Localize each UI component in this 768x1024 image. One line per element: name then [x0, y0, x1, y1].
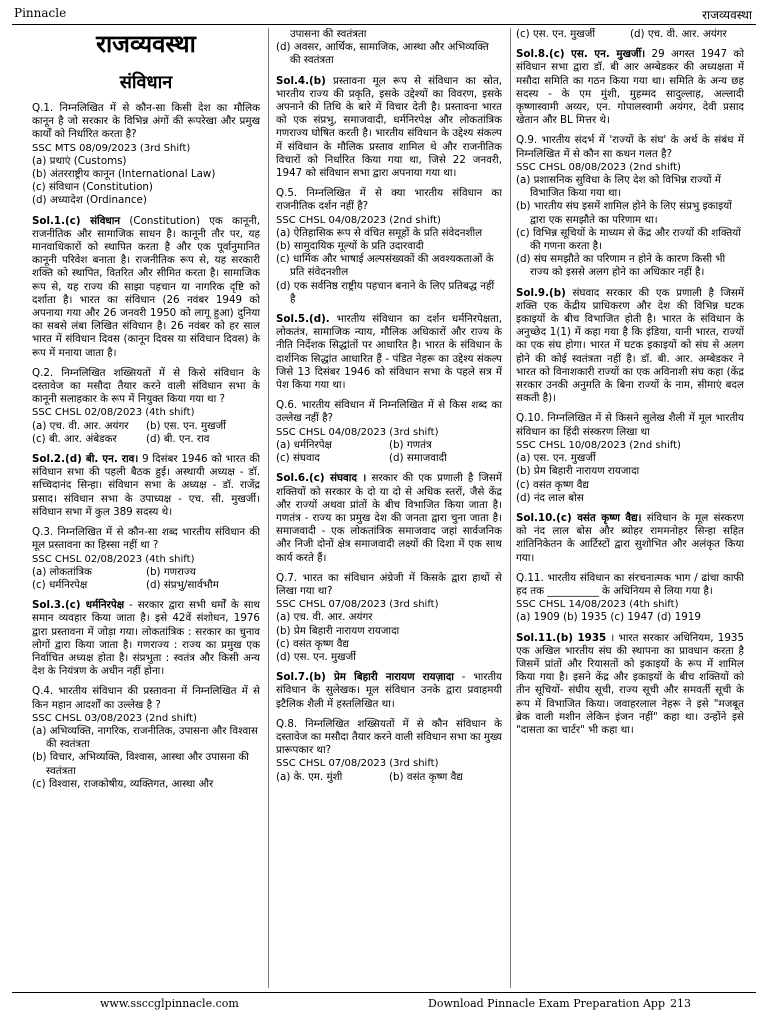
- question-text: Q.2. निम्नलिखित शख्सियतों में से किसे संविधान के दस्तावेज का मसौदा तैयार करने वाली संविधान सभा के कानूनी सलाहकार के रूप में नियुक्त किया गया था ?: [32, 366, 260, 406]
- question-11: [516, 572, 744, 625]
- option: (b) वसंत कृष्ण वैद्य: [389, 770, 463, 783]
- header-subject: राजव्यवस्था: [702, 8, 752, 22]
- option: (a) प्रथाएं (Customs): [32, 154, 127, 167]
- question-text: Q.4. भारतीय संविधान की प्रस्तावना में निम्नलिखित में से किन महान आदर्शों का उल्लेख है ?: [32, 685, 260, 711]
- solution-lead: Sol.8.(c) एस. एन. मुखर्जी।: [516, 48, 646, 61]
- option: (b) प्रेम बिहारी नारायण रायजादा: [516, 465, 640, 478]
- solution-lead: Sol.10.(c) वसंत कृष्ण वैद्य।: [516, 511, 642, 524]
- question-text: Q.9. भारतीय संदर्भ में 'राज्यों के संघ' के अर्थ के संबंध में निम्नलिखित में से कौन सा कथन गलत है?: [516, 134, 744, 160]
- solution-7: [276, 671, 502, 711]
- option: (d) एक सर्वनिष्ठ राष्ट्रीय पहचान बनाने के लिए प्रतिबद्ध नहीं है: [276, 279, 495, 305]
- question-6: [276, 399, 502, 465]
- option: (c) वसंत कृष्ण वैद्य: [516, 478, 589, 491]
- option: (d) एच. वी. आर. अयंगर: [630, 28, 727, 40]
- option: (c) धर्मनिरपेक्ष: [32, 578, 88, 591]
- exam-source: SSC MTS 08/09/2023 (3rd Shift): [32, 142, 191, 154]
- solution-11: [516, 632, 744, 738]
- option: (d) संघ समझौते का परिणाम न होने के कारण किसी भी राज्य को इससे अलग होने का अधिकार नहीं है।: [516, 253, 726, 279]
- exam-source: SSC CHSL 04/08/2023 (2nd shift): [276, 214, 441, 226]
- page-number: 213: [670, 997, 691, 1010]
- option: (c) विभिन्न सूचियों के माध्यम से केंद्र और राज्यों की शक्तियों की गणना करता है।: [516, 226, 741, 253]
- option: (b) एस. एन. मुखर्जी: [146, 419, 226, 432]
- option: (b) भारतीय संघ इसमें शामिल होने के लिए संप्रभु इकाइयों द्वारा एक समझौते का परिणाम था।: [516, 200, 732, 226]
- solution-lead: Sol.5.(d).: [276, 313, 330, 326]
- question-text: Q.6. भारतीय संविधान में निम्नलिखित में से किस शब्द का उल्लेख नहीं है?: [276, 399, 502, 425]
- solution-4: [276, 75, 502, 181]
- option: (c) धार्मिक और भाषाई अल्पसंख्यकों की अवश्यकताओं के प्रति संवेदनशील: [276, 253, 494, 279]
- question-text: Q.3. निम्नलिखित में से कौन-सा शब्द भारतीय संविधान की मूल प्रस्तावना का हिस्सा नहीं था ?: [32, 526, 260, 552]
- option: (a) प्रशासनिक सुविधा के लिए देश को विभिन्न राज्यों में विभाजित किया गया था।: [516, 174, 721, 200]
- section-title: संविधान: [119, 72, 173, 93]
- solution-lead: Sol.3.(c) धर्मनिरपेक्ष: [32, 599, 125, 612]
- option: (c) विश्वास, राजकोषीय, व्यक्तिगत, आस्था और: [32, 777, 214, 790]
- option: (a) के. एम. मुंशी: [276, 770, 343, 783]
- option: (b) अंतरराष्ट्रीय कानून (International Law): [32, 168, 216, 181]
- exam-source: SSC CHSL 08/08/2023 (2nd shift): [516, 161, 681, 173]
- option: (c) एस. एन. मुखर्जी: [516, 28, 596, 40]
- column-divider: [268, 28, 269, 988]
- option: (c) वसंत कृष्ण वैद्य: [276, 637, 349, 650]
- option: (d) एस. एन. मुखर्जी: [276, 650, 356, 663]
- option: (d) नंद लाल बोस: [516, 491, 584, 504]
- exam-source: SSC CHSL 07/08/2023 (3rd shift): [276, 599, 439, 611]
- option: (a) ऐतिहासिक रूप से वंचित समूहों के प्रति संवेदनशील: [276, 226, 483, 239]
- column-divider: [510, 28, 511, 988]
- footer-app-promo: Download Pinnacle Exam Preparation App: [428, 997, 665, 1010]
- option: (a) अभिव्यक्ति, नागरिक, राजनीतिक, उपासना और विश्वास की स्वतंत्रता: [32, 724, 258, 751]
- solution-text: (Constitution) एक कानूनी, राजनीतिक और सामाजिक साधन है। कानूनी तौर पर, यह मानवाधिकारों को स्थापित करता है और एक पूर्वानुमानित कानूनी परिवेश बनाता है। राजनीतिक रूप से, यह सरकारी शक्ति को स्थापित, वितरित और सीमित करता है। सामाजिक रूप से, यह राज्य की साझा पहचान या नागरिक दृष्टि को दर्शाता है। भारत का संविधान (26 नवंबर 1949 को अपनाया गया और 26 जनवरी 1950 को लागू हुआ) दुनिया का सबसे लंबा लिखित संविधान है। 26 नवंबर को हर साल भारत में संविधान दिवस (कानून दिवस या संविधान दिवस) के रूप में मनाया जाता है।: [32, 214, 260, 359]
- exam-source: SSC CHSL 03/08/2023 (2nd shift): [32, 712, 197, 724]
- option: (d) संप्रभु/सार्वभौम: [146, 578, 219, 591]
- option: (d) अध्यादेश (Ordinance): [32, 194, 147, 207]
- solution-lead: Sol.2.(d) बी. एन. राव।: [32, 453, 139, 466]
- solution-text: संविधान के मूल संस्करण को नंद लाल बोस और ब्योहर राममनोहर सिन्हा सहित शांतिनिकेतन के आर्टिस्टों द्वारा सुशोभित और अलंकृत किया गया।: [516, 511, 744, 564]
- option-continued: उपासना की स्वतंत्रता: [290, 28, 367, 40]
- option: (a) एस. एन. मुखर्जी: [516, 452, 596, 465]
- solution-2: [32, 453, 260, 519]
- solution-text: सरकार की एक प्रणाली है जिसमें शक्तियों को सरकार के दो या दो से अधिक स्तरों, जैसे केंद्र और राज्यों अथवा प्रांतों के बीच विभाजित किया जाता है। गणतंत्र - राज्य का प्रमुख देश की जनता द्वारा चुना जाता है। समाजवादी - एक लोकतांत्रिक समाजवाद जहां सार्वजनिक और निजी दोनों क्षेत्र समाजवादी लक्ष्यों की दिशा में एक साथ कार्य करते हैं।: [276, 472, 502, 564]
- question-3: [32, 526, 260, 592]
- solution-10: [516, 512, 744, 565]
- page-header: [12, 4, 756, 25]
- solution-text: - भारतीय संविधान के सुलेखक। मूल संविधान उनके द्वारा प्रवाहमयी इटैलिक शैली में हस्तलिखित था।: [276, 671, 502, 710]
- option: (c) संघवाद: [276, 452, 320, 465]
- option: (d) अवसर, आर्थिक, सामाजिक, आस्था और अभिव्यक्ति की स्वतंत्रता: [276, 41, 489, 67]
- solution-text: - सरकार द्वारा सभी धर्मों के साथ समान व्यवहार किया जाता है। इसे 42वें संशोधन, 1976 द्वारा प्रस्तावना में जोड़ा गया। लोकतांत्रिक : सरकार का चुनाव लोगों द्वारा किया जाता है। गणराज्य : राज्य का प्रमुख एक निर्वाचित अध्यक्ष होता है। संप्रभुता : स्वतंत्र और किसी अन्य देश के नियंत्रण के अधीन नहीं होना।: [32, 599, 260, 678]
- exam-source: SSC CHSL 10/08/2023 (2nd shift): [516, 439, 681, 451]
- question-text: Q.5. निम्नलिखित में से क्या भारतीय संविधान का राजनीतिक दर्शन नहीं है?: [276, 187, 502, 213]
- solution-lead: Sol.6.(c) संघवाद ।: [276, 472, 367, 485]
- option: (c) संविधान (Constitution): [32, 181, 153, 194]
- solution-text: प्रस्तावना मूल रूप से संविधान का स्रोत, भारतीय राज्य की प्रकृति, इसके उद्देश्यों का विवरण, इसके अपनाने की तिथि के बारे में विचार देती है। प्रस्तावना भारत को एक संप्रभु, समाजवादी, धर्मनिरपेक्ष और लोकतांत्रिक गणराज्य घोषित करती है। भारतीय संविधान के उद्देश्य संकल्प में संविधान के मौलिक प्रस्ताव शामिल थे और राजनीतिक विचारों को निर्धारित किया गया था, जिसे 22 जनवरी, 1947 को संविधान सभा द्वारा अपनाया गया था।: [276, 74, 502, 180]
- question-text: Q.1. निम्नलिखित में से कौन-सा किसी देश का मौलिक कानून है जो सरकार के विभिन्न अंगों की रूपरेखा और प्रमुख कार्यों को निर्धारित करता है?: [32, 102, 260, 141]
- option: (b) विचार, अभिव्यक्ति, विश्वास, आस्था और उपासना की स्वतंत्रता: [32, 751, 249, 777]
- option: (b) सामुदायिक मूल्यों के प्रति उदारवादी: [276, 240, 424, 253]
- column-3: [516, 28, 744, 988]
- question-text: Q.10. निम्नलिखित में से किसने सुलेख शैली में मूल भारतीय संविधान का हिंदी संस्करण लिखा था: [516, 412, 744, 438]
- column-2: [276, 28, 502, 988]
- question-9: [516, 134, 744, 279]
- solution-lead: Sol.7.(b) प्रेम बिहारी नारायण रायज़ादा: [276, 671, 454, 684]
- question-7: [276, 572, 502, 664]
- question-text: Q.8. निम्नलिखित शख्सियतों में से कौन संविधान के दस्तावेज का मसौदा तैयार करने वाली संविधान सभा का मुख्य प्रारूपकार था?: [276, 717, 502, 757]
- footer-website-link[interactable]: www.ssccglpinnacle.com: [100, 997, 239, 1010]
- solution-9: [516, 287, 744, 406]
- option: (b) गणतंत्र: [389, 438, 432, 451]
- exam-source: SSC CHSL 14/08/2023 (4th shift): [516, 599, 679, 611]
- question-10: [516, 412, 744, 504]
- column-1: [32, 28, 260, 988]
- solution-1: [32, 215, 260, 360]
- exam-source: SSC CHSL 07/08/2023 (3rd shift): [276, 758, 439, 770]
- exam-source: SSC CHSL 02/08/2023 (4th shift): [32, 407, 195, 419]
- question-2: [32, 367, 260, 446]
- question-4: [32, 685, 260, 791]
- solution-lead: Sol.11.(b) 1935: [516, 631, 607, 644]
- question-text: Q.7. भारत का संविधान अंग्रेजी में किसके द्वारा हाथों से लिखा गया था?: [276, 571, 502, 597]
- option: (a) एच. वी. आर. अयंगर: [32, 419, 129, 432]
- option: (a) 1909 (b) 1935 (c) 1947 (d) 1919: [516, 611, 701, 624]
- solution-8: [516, 48, 744, 127]
- solution-text: 9 दिसंबर 1946 को भारत की संविधान सभा की पहली बैठक हुई। अस्थायी अध्यक्ष - डॉ. सच्चिदानंद सिन्हा। संविधान सभा के अध्यक्ष - डॉ. राजेंद्र प्रसाद। संविधान सभा के उपाध्यक्ष - एच. सी. मुखर्जी। संविधान सभा में कुल 389 सदस्य थे।: [32, 453, 260, 518]
- option: (d) समाजवादी: [389, 452, 447, 465]
- question-8: [276, 718, 502, 784]
- option: (a) धर्मनिरपेक्ष: [276, 438, 332, 451]
- option: (b) गणराज्य: [146, 565, 196, 578]
- solution-3: [32, 599, 260, 678]
- question-5: [276, 187, 502, 306]
- solution-lead: Sol.1.(c) संविधान: [32, 214, 121, 227]
- exam-source: SSC CHSL 04/08/2023 (3rd shift): [276, 426, 439, 438]
- solution-lead: Sol.9.(b): [516, 286, 566, 299]
- solution-text: 29 अगस्त 1947 को संविधान सभा द्वारा डॉ. बी आर अम्बेडकर की अध्यक्षता में मसौदा समिति का गठन किया गया था। समिति के अन्य छह सदस्य - के एम मुंशी, मुहम्मद सादुल्लाह, अल्लादी कृष्णास्वामी अय्यर, एन. गोपालस्वामी अयंगर, देवी प्रसाद खेतान और BL मित्तर थे।: [516, 48, 744, 127]
- option: (c) बी. आर. अंबेडकर: [32, 432, 117, 445]
- option: (b) प्रेम बिहारी नारायण रायजादा: [276, 624, 400, 637]
- solution-text: भारतीय संविधान का दर्शन धर्मनिरपेक्षता, लोकतंत्र, सामाजिक न्याय, मौलिक अधिकारों और राज्य के नीति निर्देशक सिद्धांतों पर आधारित है। भारत के संविधान के दार्शनिक सिद्धांत आधारित हैं - पंडित नेहरू का उद्देश्य संकल्प जिसे 13 दिसंबर 1946 को संविधान सभा के पहले सत्र में पेश किया गया था।: [276, 313, 502, 392]
- page-title: राजव्यवस्था: [96, 30, 196, 58]
- solution-5: [276, 313, 502, 392]
- solution-text: । भारत सरकार अधिनियम, 1935 एक अखिल भारतीय संघ की स्थापना का प्रावधान करता है जिसमें प्रांतों और रियासतों को इकाइयों के रूप में शामिल किया गया है। इसने केंद्र और इकाइयों के बीच शक्तियों को तीन सूचियों- संघीय सूची, राज्य सूची और समवर्ती सूची के रूप में विभाजित किया। जवाहरलाल नेहरू ने इसे "मजबूत ब्रेक वाली मशीन लेकिन इंजन नहीं" कहा था। उन्होंने इसे "दासता का चार्टर" भी कहा था।: [516, 631, 744, 736]
- question-1: [32, 102, 260, 208]
- question-text: Q.11. भारतीय संविधान का संरचनात्मक भाग / ढांचा काफी हद तक __________ के अधिनियम से लिया गया है।: [516, 571, 744, 597]
- header-brand: Pinnacle: [14, 6, 67, 20]
- option: (a) लोकतांत्रिक: [32, 565, 92, 578]
- page-footer: [12, 992, 756, 1013]
- option: (d) बी. एन. राव: [146, 432, 210, 445]
- solution-lead: Sol.4.(b): [276, 74, 326, 87]
- solution-6: [276, 472, 502, 564]
- exam-source: SSC CHSL 02/08/2023 (4th shift): [32, 553, 195, 565]
- option: (a) एच. वी. आर. अयंगर: [276, 611, 373, 624]
- solution-text: संघवाद सरकार की एक प्रणाली है जिसमें शक्ति एक केंद्रीय प्राधिकरण और देश की विभिन्न घटक इकाइयों के बीच विभाजित होती है। भारत के संविधान के अनुच्छेद 1(1) में कहा गया है कि इंडिया, यानी भारत, राज्यों का एक संघ होगा। भारत में घटक इकाइयों को संघ से अलग होने की कोई स्वतंत्रता नहीं है। डॉ. बी. आर. अम्बेडकर ने भारत को विनाशकारी राज्यों का एक अविनाशी संघ कहा (केंद्र सरकार उनकी अनुमति के बिना राज्यों के नाम, सीमाएं बदल सकती है)।: [516, 286, 744, 405]
